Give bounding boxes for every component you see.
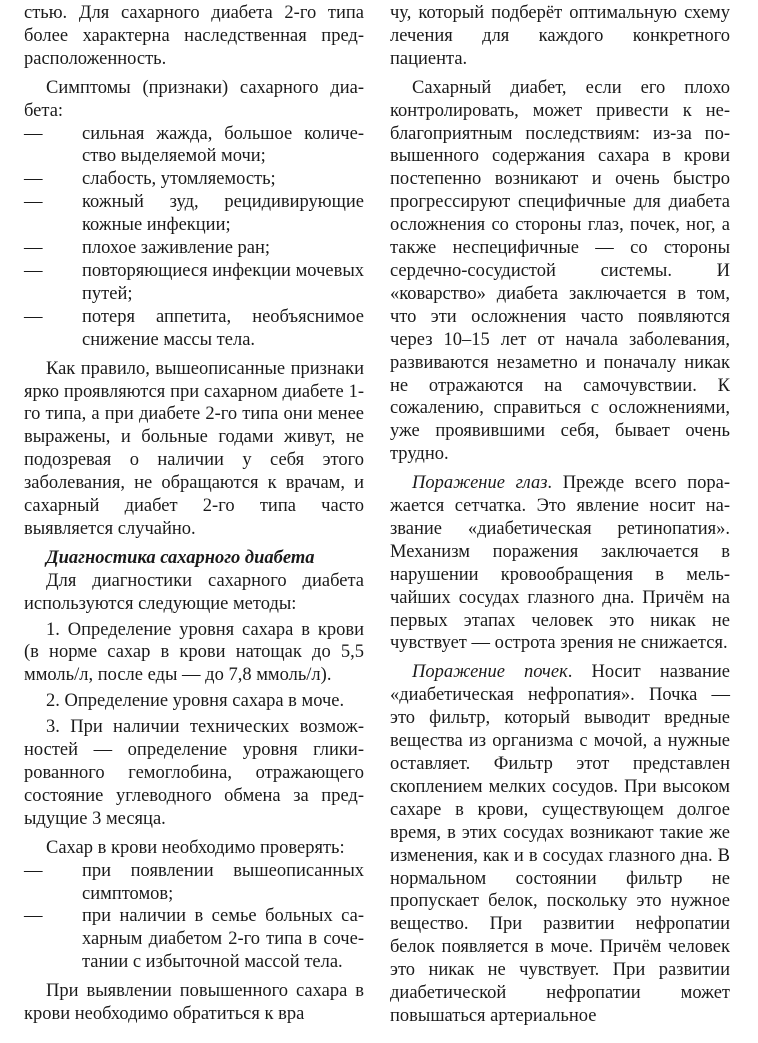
paragraph-eyes: [390, 472, 730, 655]
method-1: 1. Определение уровня сахара в крови (в норме сахар в крови натощак до 5,5 ммоль/л, после еды — до 7,8 ммоль/л).: [24, 619, 364, 686]
list-item: — при появлении вышеописанных симптомов;: [24, 860, 364, 906]
list-item: — кожный зуд, рецидивирующие кожные инфекции;: [24, 191, 364, 237]
kidneys-title: Поражение почек: [412, 662, 568, 683]
section-heading: Диагностика сахарного диабета: [46, 547, 315, 568]
check-list: [24, 860, 364, 975]
list-item: — плохое заживление ран;: [24, 237, 364, 260]
paragraph-kidneys: [390, 661, 730, 1028]
check-intro: Сахар в крови необходимо проверять:: [46, 837, 345, 858]
list-item: — слабость, утомляемость;: [24, 168, 364, 191]
eyes-text: . Прежде всего поражается сетчатка. Это явление носит название «диабетическая ретинопатия». Механизм поражения заключается в нарушении кровообращения в мельчайших сосудах глазного дна. Причём на первых этапах человек это никак не чувствует — острота зрения не снижается.: [390, 473, 730, 654]
eyes-title: Поражение глаз: [412, 473, 548, 494]
paragraph-complications: Сахарный диабет, если его плохо контролировать, может привести к неблагоприятным последствиям: из-за повышенного содержания сахара в крови постепенно возникают и очень быстро прогрессируют специфичные для диабета осложнения со стороны глаз, почек, ног, а также неспецифичные — со стороны сердечно-сосудистой системы. И «коварство» диабета заключается в том, что эти осложнения часто появляются через 10–15 лет от начала заболевания, развиваются незаметно и поначалу никак не отражаются на самочувствии. К сожалению, справиться с осложнениями, уже проявившими себя, бывает очень трудно.: [390, 77, 730, 465]
method-3: 3. При наличии технических возможностей — определение уровня гликированного гемоглобина, отражающего состояние углеводного обмена за предыдущие 3 месяца.: [24, 717, 364, 829]
symptoms-list: [24, 123, 364, 352]
paragraph-continuation: стью. Для сахарного диабета 2-го типа более характерна наследственная предрасположенность.: [24, 3, 364, 69]
kidneys-text: . Носит название «диабетическая нефропатия». Почка — это фильтр, который выводит вредные вещества из организма с мочой, а нужные оставляет. Фильтр этот представлен скоплением мелких сосудов. При высоком сахаре в крови, существующем долгое время, в этих сосудах возникают такие же изменения, как и в сосудах глазного дна. В нормальном состоянии фильтр не пропускает белок, поскольку это нужное вещество. При развитии нефропатии белок появляется в моче. Причём человек это никак не чувствует. При развитии диабетической нефропатии может повышаться артериальное: [390, 662, 730, 1026]
paragraph-last: При выявлении повышенного сахара в крови необходимо обратиться к вра: [24, 981, 364, 1025]
method-2: 2. Определение уровня сахара в моче.: [46, 691, 345, 712]
right-column: [390, 2, 730, 1043]
paragraph-rule: Как правило, вышеописанные признаки ярко проявляются при сахарном диабете 1-го типа, а при диабете 2-го типа они менее выражены, и больные годами живут, не подозревая о наличии у себя этого заболевания, не обращаются к врачам, и сахарный диабет 2-го типа часто выявляется случайно.: [24, 358, 364, 539]
left-column: [24, 2, 364, 1043]
list-item: — сильная жажда, большое количество выделяемой мочи;: [24, 123, 364, 169]
diagnostics-intro: Для диагностики сахарного диабета используются следующие методы:: [24, 570, 364, 614]
list-item: — при наличии в семье больных сахарным диабетом 2-го типа в сочетании с избыточной массой тела.: [24, 905, 364, 974]
list-item: — повторяющиеся инфекции мочевых путей;: [24, 260, 364, 306]
list-item: — потеря аппетита, необъяснимое снижение массы тела.: [24, 306, 364, 352]
symptoms-intro: Симптомы (признаки) сахарного диабета:: [24, 77, 364, 121]
paragraph-continuation: чу, который подберёт оптимальную схему лечения для каждого конкретного пациента.: [390, 3, 730, 69]
